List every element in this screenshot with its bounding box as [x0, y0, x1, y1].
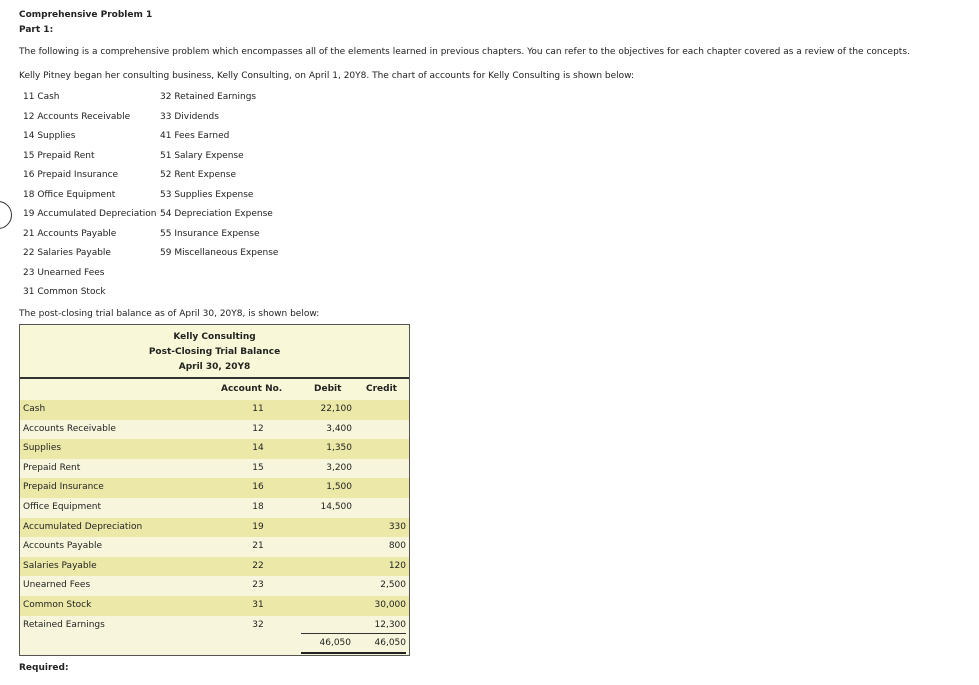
debit-amount: 22,100	[320, 404, 352, 414]
coa-item: 12 Accounts Receivable	[23, 111, 131, 122]
trial-balance-intro: The post-closing trial balance as of April 30, 20Y8, is shown below:	[19, 309, 320, 319]
debit-amount: 14,500	[320, 502, 352, 512]
table-row	[20, 420, 409, 440]
account-name: Office Equipment	[23, 502, 101, 512]
table-row	[20, 459, 409, 479]
account-name: Retained Earnings	[23, 619, 105, 630]
margin-circle-marker	[0, 201, 12, 229]
debit-amount: 1,500	[326, 482, 352, 493]
account-number: 15	[252, 462, 264, 473]
table-row	[20, 557, 409, 577]
intro-text: The following is a comprehensive problem which encompasses all of the elements learned in previous chapters. You can refer to the objectives for each chapter covered as a review of the concepts.	[19, 47, 910, 57]
coa-item: 19 Accumulated Depreciation	[23, 209, 157, 219]
coa-item: 11 Cash	[23, 92, 60, 102]
account-number: 22	[252, 560, 264, 571]
statement-title: Post-Closing Trial Balance	[148, 347, 281, 357]
account-number: 14	[252, 443, 264, 454]
total-credit: 46,050	[374, 638, 406, 648]
account-name: Prepaid Insurance	[23, 482, 104, 493]
account-number: 11	[252, 404, 264, 414]
account-name: Unearned Fees	[23, 580, 91, 591]
coa-item: 53 Supplies Expense	[160, 189, 254, 200]
account-name: Accumulated Depreciation	[23, 521, 143, 532]
totals-row	[20, 632, 409, 654]
table-row	[20, 439, 409, 459]
coa-item: 55 Insurance Expense	[160, 228, 260, 239]
account-name: Accounts Receivable	[23, 423, 116, 434]
account-name: Supplies	[23, 443, 62, 454]
trial-balance-header	[20, 325, 409, 379]
table-row	[20, 576, 409, 596]
account-name: Accounts Payable	[23, 541, 103, 552]
credit-amount: 330	[388, 521, 406, 532]
credit-amount: 120	[388, 560, 406, 571]
col-debit: Debit	[314, 384, 342, 394]
account-name: Prepaid Rent	[23, 462, 81, 473]
statement-date: April 30, 20Y8	[178, 362, 251, 372]
coa-item: 14 Supplies	[23, 131, 76, 141]
account-number: 31	[252, 600, 264, 610]
table-row	[20, 478, 409, 498]
coa-item: 31 Common Stock	[23, 287, 106, 297]
account-number: 12	[252, 423, 264, 434]
coa-item: 51 Salary Expense	[160, 150, 244, 161]
coa-item: 23 Unearned Fees	[23, 267, 105, 278]
account-name: Common Stock	[23, 600, 92, 610]
totals-double-rule	[301, 652, 406, 656]
account-name: Cash	[23, 404, 46, 414]
coa-item: 18 Office Equipment	[23, 189, 116, 200]
coa-item: 41 Fees Earned	[160, 131, 230, 141]
account-number: 23	[252, 580, 264, 591]
problem-title: Comprehensive Problem 1	[19, 10, 153, 20]
account-number: 19	[252, 521, 264, 532]
table-row	[20, 518, 409, 538]
coa-item: 16 Prepaid Insurance	[23, 170, 119, 180]
coa-item: 54 Depreciation Expense	[160, 209, 273, 219]
debit-amount: 3,400	[326, 423, 352, 434]
table-row	[20, 537, 409, 557]
credit-amount: 30,000	[374, 600, 406, 610]
required-label: Required:	[19, 663, 69, 673]
account-number: 16	[252, 482, 264, 493]
account-number: 18	[252, 502, 264, 512]
coa-item: 52 Rent Expense	[160, 170, 236, 180]
table-row	[20, 400, 409, 420]
table-row	[20, 498, 409, 518]
trial-balance-table	[19, 324, 410, 656]
coa-item: 15 Prepaid Rent	[23, 150, 95, 161]
company-name: Kelly Consulting	[173, 332, 256, 342]
account-number: 21	[252, 541, 264, 552]
total-debit: 46,050	[319, 638, 351, 648]
credit-amount: 12,300	[374, 619, 406, 630]
credit-amount: 800	[388, 541, 406, 552]
debit-amount: 1,350	[326, 443, 352, 454]
account-name: Salaries Payable	[23, 560, 97, 571]
debit-amount: 3,200	[326, 462, 352, 473]
credit-amount: 2,500	[380, 580, 406, 591]
coa-item: 59 Miscellaneous Expense	[160, 248, 279, 258]
col-credit: Credit	[366, 384, 397, 394]
coa-item: 21 Accounts Payable	[23, 228, 117, 239]
part-label: Part 1:	[19, 25, 54, 35]
table-row	[20, 596, 409, 616]
context-text: Kelly Pitney began her consulting business, Kelly Consulting, on April 1, 20Y8. The chart of accounts for Kelly Consulting is shown below:	[19, 71, 635, 81]
column-header-row	[20, 379, 409, 401]
account-number: 32	[252, 619, 264, 630]
coa-item: 32 Retained Earnings	[160, 92, 257, 102]
col-account-no: Account No.	[221, 384, 283, 394]
coa-item: 33 Dividends	[160, 111, 219, 122]
coa-item: 22 Salaries Payable	[23, 248, 111, 258]
